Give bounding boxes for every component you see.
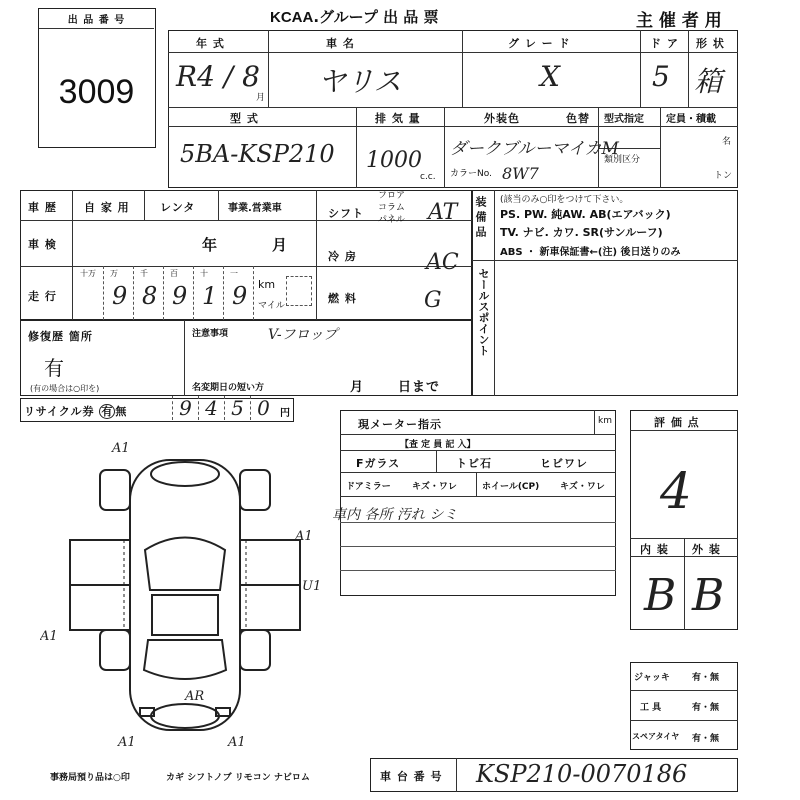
door-mirror-scratch: キズ・ワレ: [412, 482, 457, 492]
equipment-line-1: PS. PW. 純AW. AB(エアバック): [500, 208, 671, 221]
mileage-label: 走 行: [28, 290, 57, 303]
shift-column: コラム: [378, 203, 405, 213]
exterior-label: 外 装: [692, 543, 721, 556]
spare-label: スペアタイヤ: [632, 732, 680, 741]
year-value: R4 / 8: [176, 60, 260, 93]
fglass-label: Fガラス: [356, 457, 401, 470]
grade-label: グ レ ー ド: [508, 37, 571, 50]
history-label: 車 歴: [28, 201, 57, 214]
office-note: 事務局預り品は○印: [50, 773, 130, 783]
classification-label: 類別区分: [604, 155, 641, 165]
meter-label: 現メーター指示: [358, 418, 442, 431]
evaluation-score: 4: [660, 462, 692, 520]
mark-front-left: A1: [112, 441, 130, 456]
assessor-label: 【査 定 員 記 入】: [400, 440, 476, 450]
inspection-year-unit: 年: [202, 236, 219, 254]
lot-number: 3009: [58, 73, 135, 111]
month-unit: 月: [256, 93, 266, 103]
type-designation-label: 型式指定: [604, 114, 644, 125]
color-change-label: 色替: [566, 112, 590, 125]
mileage-digit-label: 十万: [80, 269, 96, 278]
mileage-digit-value: 9: [112, 282, 128, 310]
inspection-label: 車 検: [28, 238, 57, 251]
recycle-title: リサイクル券: [24, 405, 95, 418]
cc-unit: c.c.: [420, 172, 436, 182]
exterior-color-label: 外装色: [484, 112, 520, 125]
chassis-label: 車 台 番 号: [380, 770, 443, 783]
sales-point-label: セールスポイント: [477, 268, 490, 356]
door-mirror-label: ドアミラー: [346, 482, 391, 492]
inspection-month-unit: 月: [272, 236, 289, 254]
mileage-digit-label: 一: [230, 269, 238, 278]
front-right-wheel: [240, 470, 270, 510]
tools-label: 工 具: [640, 703, 662, 713]
mileage-digit-label: 百: [170, 269, 178, 278]
private-use-label: 自 家 用: [84, 201, 130, 214]
rear-right-wheel: [240, 630, 270, 670]
chip-label: トビ石: [456, 457, 492, 470]
mark-rear-right: A1: [228, 735, 246, 750]
door-value: 5: [652, 60, 670, 93]
mileage-digit-value: 9: [172, 282, 188, 310]
form-title: [270, 6, 439, 27]
equipment-line-3: ABS ・ 新車保証書←(注) 後日送りのみ: [500, 247, 681, 258]
front-left-wheel: [100, 470, 130, 510]
mileage-digit-label: 千: [140, 269, 148, 278]
caution-label: 注意事項: [192, 329, 229, 339]
grade-value: X: [540, 60, 560, 93]
windshield: [145, 538, 225, 591]
shift-value: AT: [428, 200, 458, 225]
roof: [152, 595, 218, 635]
capacity-label: 定員・積載: [666, 114, 716, 125]
mileage-digit-cell: [104, 266, 134, 320]
car-name-label: 車 名: [326, 37, 355, 50]
assessor-note: 車内 各所 汚れ シミ: [332, 507, 458, 523]
jack-label: ジャッキ: [634, 673, 670, 683]
color-no-label: カラーNo.: [450, 169, 492, 179]
rental-label: レンタ: [160, 201, 196, 214]
rear-left-wheel: [100, 630, 130, 670]
mileage-digit-cell: [74, 266, 104, 320]
year-label: 年 式: [196, 37, 225, 50]
brand-logo: KCAA: [270, 9, 314, 26]
shift-label: シフト: [328, 207, 364, 220]
repair-label: 修復歴 箇所: [28, 330, 93, 343]
shift-options: [378, 190, 405, 226]
door-label: ド ア: [650, 37, 679, 50]
shape-label: 形 状: [696, 37, 725, 50]
meter-block: [340, 410, 616, 596]
meter-km: km: [598, 416, 612, 426]
displacement-value: 1000: [366, 148, 422, 173]
front-bumper: [151, 462, 219, 486]
mileage-digit-cell: [194, 266, 224, 320]
mark-rear-center: AR: [185, 689, 205, 704]
persons-unit: 名: [722, 137, 732, 147]
mileage-digit-cell: [164, 266, 194, 320]
equipment-label: 装 備 品: [474, 196, 487, 237]
mark-left-rear: A1: [40, 629, 58, 644]
organizer-label: 主 催 者 用: [636, 11, 722, 31]
ton-unit: トン: [714, 171, 733, 181]
fuel-value: G: [424, 288, 442, 313]
car-name-value: ヤリス: [318, 65, 402, 98]
equipment-line-2: TV. ナビ. カワ. SR(サンルーフ): [500, 226, 663, 239]
mark-right-door: U1: [302, 579, 322, 594]
recycle-none: 無: [115, 405, 128, 418]
ac-label: 冷 房: [328, 250, 357, 263]
evaluation-label: 評 価 点: [654, 416, 700, 429]
repair-value: 有: [44, 356, 64, 380]
km-label: km: [258, 278, 276, 291]
recycle-have: 有: [101, 405, 114, 418]
recycle-label: [24, 403, 127, 419]
crack-label: ヒビワレ: [540, 457, 588, 470]
deadline-month-unit: 月: [350, 380, 365, 395]
lot-number-box: [38, 8, 156, 148]
car-damage-diagram: [40, 430, 330, 760]
ac-value: AC: [426, 250, 459, 275]
recycle-digit: 4: [198, 396, 224, 420]
rear-window: [144, 640, 226, 679]
deadline-day-unit: 日まで: [398, 380, 441, 395]
mark-rear-left: A1: [118, 735, 136, 750]
recycle-digit: 5: [224, 396, 250, 420]
wheel-label: ホイール(CP): [482, 482, 540, 492]
shift-panel: パネル: [378, 215, 406, 225]
mileage-digit-cell: [134, 266, 164, 320]
model-label: 型 式: [230, 112, 259, 125]
mark-right-side: A1: [295, 529, 313, 544]
mileage-digit-value: 9: [232, 282, 248, 310]
tools-status: 有・無: [692, 703, 720, 713]
mileage-digit-value: 8: [142, 282, 158, 310]
recycle-yen: 円: [280, 408, 291, 419]
model-value: 5BA-KSP210: [180, 140, 335, 168]
caution-value: V-フロップ: [268, 327, 338, 343]
recycle-digit: 0: [250, 396, 276, 420]
exterior-grade: B: [692, 570, 725, 621]
color-no-value: 8W7: [502, 164, 539, 183]
mileage-digit-cell: [224, 266, 254, 320]
rear-bumper: [151, 704, 219, 728]
color-value: ダークブルーマイカM: [450, 139, 619, 159]
shift-floor: フロア: [378, 191, 406, 201]
title-text: .グループ 出 品 票: [313, 8, 439, 26]
mileage-digit-label: 十: [200, 269, 208, 278]
mileage-digit-label: 万: [110, 269, 118, 278]
equipment-note: (該当のみ○印をつけて下さい。: [500, 195, 629, 205]
interior-label: 内 装: [640, 543, 669, 556]
wheel-scratch: キズ・ワレ: [560, 482, 605, 492]
repair-note: (有の場合は○印を): [30, 384, 100, 393]
shape-value: 箱: [694, 65, 723, 98]
business-label: 事業.営業車: [228, 203, 282, 214]
fuel-label: 燃 料: [328, 292, 357, 305]
displacement-label: 排 気 量: [375, 112, 421, 125]
office-items: カギ シフトノブ リモコン ナビロム: [166, 773, 310, 783]
spare-status: 有・無: [692, 734, 720, 744]
chassis-value: KSP210-0070186: [476, 760, 688, 788]
mileage-digit-value: 1: [202, 282, 218, 310]
jack-status: 有・無: [692, 673, 720, 683]
mile-label: マイル: [258, 301, 285, 311]
deadline-label: 名変期日の短い方: [192, 383, 265, 393]
mile-checkbox: [286, 276, 312, 306]
lot-number-label: 出 品 番 号: [39, 11, 154, 29]
recycle-digit: 9: [172, 396, 198, 420]
interior-grade: B: [644, 570, 677, 621]
